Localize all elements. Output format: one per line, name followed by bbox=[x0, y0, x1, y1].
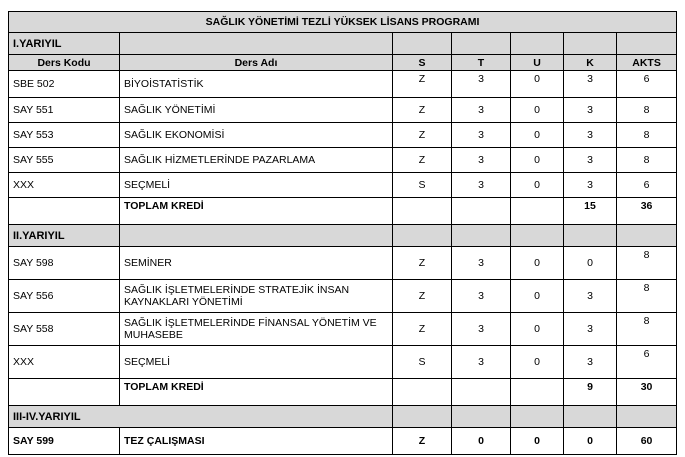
course-u: 0 bbox=[511, 148, 564, 173]
total-row bbox=[9, 379, 677, 406]
course-s: Z bbox=[393, 98, 452, 123]
course-akts: 6 bbox=[617, 173, 677, 198]
semester-row bbox=[9, 225, 677, 247]
course-u: 0 bbox=[511, 280, 564, 313]
course-code: SAY 553 bbox=[9, 123, 120, 148]
course-u: 0 bbox=[511, 71, 564, 98]
course-s: Z bbox=[393, 313, 452, 346]
course-code: XXX bbox=[9, 173, 120, 198]
course-name: SEMİNER bbox=[120, 247, 393, 280]
course-k: 3 bbox=[564, 313, 617, 346]
total-k: 15 bbox=[564, 198, 617, 225]
semester-row bbox=[9, 406, 677, 428]
course-s: Z bbox=[393, 71, 452, 98]
course-t: 3 bbox=[452, 123, 511, 148]
course-k: 3 bbox=[564, 280, 617, 313]
table-row bbox=[9, 123, 677, 148]
table-row bbox=[9, 428, 677, 455]
course-u: 0 bbox=[511, 313, 564, 346]
semester-label: I.YARIYIL bbox=[9, 33, 120, 55]
course-k: 0 bbox=[564, 247, 617, 280]
course-t: 3 bbox=[452, 247, 511, 280]
course-akts: 8 bbox=[617, 123, 677, 148]
total-label: TOPLAM KREDİ bbox=[120, 379, 393, 406]
course-name: SEÇMELİ bbox=[120, 173, 393, 198]
course-k: 3 bbox=[564, 148, 617, 173]
course-s: Z bbox=[393, 247, 452, 280]
header-u: U bbox=[511, 55, 564, 71]
course-name: SAĞLIK EKONOMİSİ bbox=[120, 123, 393, 148]
course-t: 3 bbox=[452, 71, 511, 98]
semester-row bbox=[9, 33, 677, 55]
course-k: 3 bbox=[564, 346, 617, 379]
course-t: 3 bbox=[452, 313, 511, 346]
total-row bbox=[9, 198, 677, 225]
course-t: 3 bbox=[452, 346, 511, 379]
course-name: SAĞLIK YÖNETİMİ bbox=[120, 98, 393, 123]
table-row bbox=[9, 173, 677, 198]
course-s: S bbox=[393, 346, 452, 379]
table-row bbox=[9, 346, 677, 379]
course-k: 3 bbox=[564, 71, 617, 98]
header-s: S bbox=[393, 55, 452, 71]
course-code: SAY 598 bbox=[9, 247, 120, 280]
table-row bbox=[9, 280, 677, 313]
header-t: T bbox=[452, 55, 511, 71]
total-akts: 30 bbox=[617, 379, 677, 406]
total-label: TOPLAM KREDİ bbox=[120, 198, 393, 225]
course-code: SAY 555 bbox=[9, 148, 120, 173]
table-title: SAĞLIK YÖNETİMİ TEZLİ YÜKSEK LİSANS PROGRAMI bbox=[9, 12, 677, 33]
course-t: 3 bbox=[452, 98, 511, 123]
course-akts: 60 bbox=[617, 428, 677, 455]
course-k: 3 bbox=[564, 173, 617, 198]
course-u: 0 bbox=[511, 428, 564, 455]
course-name: SEÇMELİ bbox=[120, 346, 393, 379]
course-u: 0 bbox=[511, 346, 564, 379]
course-k: 3 bbox=[564, 98, 617, 123]
course-akts: 6 bbox=[617, 346, 677, 379]
table-row bbox=[9, 247, 677, 280]
course-code: SAY 556 bbox=[9, 280, 120, 313]
course-k: 3 bbox=[564, 123, 617, 148]
course-akts: 8 bbox=[617, 313, 677, 346]
course-u: 0 bbox=[511, 247, 564, 280]
table-title-row bbox=[9, 12, 677, 33]
course-name: BİYOİSTATİSTİK bbox=[120, 71, 393, 98]
course-code: SBE 502 bbox=[9, 71, 120, 98]
table-row bbox=[9, 71, 677, 98]
header-code: Ders Kodu bbox=[9, 55, 120, 71]
table-row bbox=[9, 148, 677, 173]
column-header-row bbox=[9, 55, 677, 71]
course-t: 3 bbox=[452, 280, 511, 313]
course-akts: 6 bbox=[617, 71, 677, 98]
course-k: 0 bbox=[564, 428, 617, 455]
semester-label: II.YARIYIL bbox=[9, 225, 120, 247]
course-t: 0 bbox=[452, 428, 511, 455]
table-row bbox=[9, 98, 677, 123]
course-u: 0 bbox=[511, 173, 564, 198]
course-name: TEZ ÇALIŞMASI bbox=[120, 428, 393, 455]
header-name: Ders Adı bbox=[120, 55, 393, 71]
course-akts: 8 bbox=[617, 148, 677, 173]
header-akts: AKTS bbox=[617, 55, 677, 71]
curriculum-table bbox=[8, 11, 677, 455]
semester-label: III-IV.YARIYIL bbox=[9, 406, 393, 428]
course-name: SAĞLIK İŞLETMELERİNDE STRATEJİK İNSAN KAYNAKLARI YÖNETİMİ bbox=[120, 280, 393, 313]
course-t: 3 bbox=[452, 173, 511, 198]
course-code: XXX bbox=[9, 346, 120, 379]
course-s: Z bbox=[393, 280, 452, 313]
course-akts: 8 bbox=[617, 247, 677, 280]
course-u: 0 bbox=[511, 123, 564, 148]
course-t: 3 bbox=[452, 148, 511, 173]
total-akts: 36 bbox=[617, 198, 677, 225]
course-s: Z bbox=[393, 428, 452, 455]
total-k: 9 bbox=[564, 379, 617, 406]
course-akts: 8 bbox=[617, 98, 677, 123]
course-s: Z bbox=[393, 148, 452, 173]
course-akts: 8 bbox=[617, 280, 677, 313]
curriculum-table-wrapper bbox=[8, 11, 677, 455]
course-name: SAĞLIK HİZMETLERİNDE PAZARLAMA bbox=[120, 148, 393, 173]
course-s: S bbox=[393, 173, 452, 198]
header-k: K bbox=[564, 55, 617, 71]
course-code: SAY 599 bbox=[9, 428, 120, 455]
course-code: SAY 558 bbox=[9, 313, 120, 346]
course-s: Z bbox=[393, 123, 452, 148]
course-name: SAĞLIK İŞLETMELERİNDE FİNANSAL YÖNETİM VE MUHASEBE bbox=[120, 313, 393, 346]
course-code: SAY 551 bbox=[9, 98, 120, 123]
course-u: 0 bbox=[511, 98, 564, 123]
table-row bbox=[9, 313, 677, 346]
